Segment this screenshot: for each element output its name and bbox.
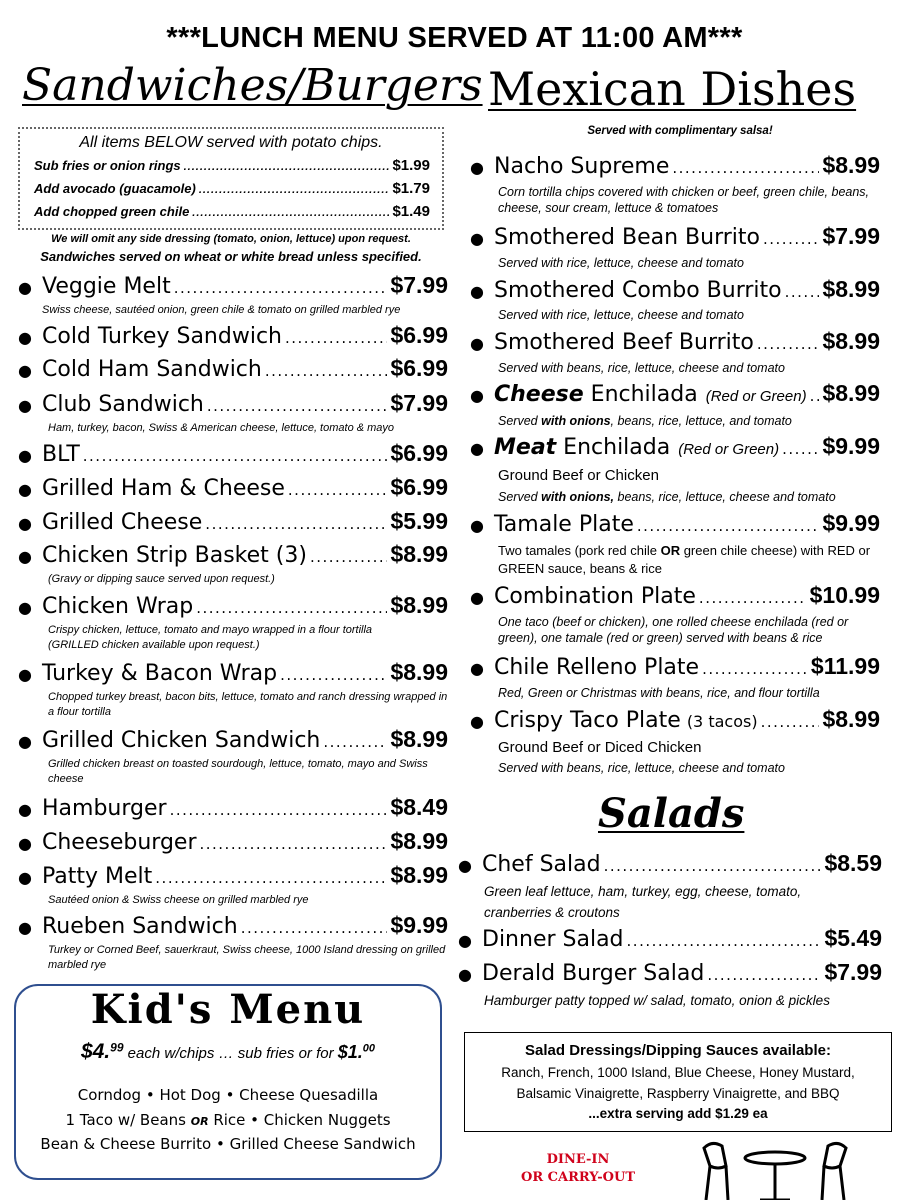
menu-item-cheese-enchilada: ● Cheese Enchilada (Red or Green) ..... $8.99 bbox=[470, 380, 880, 407]
menu-item-cold-ham: ● Cold Ham Sandwich ..... $6.99 bbox=[18, 355, 448, 382]
item-desc: Swiss cheese, sautéed onion, green chile & tomato on grilled marbled rye bbox=[42, 304, 401, 316]
menu-item-combination-plate: ● Combination Plate ..... $10.99 bbox=[470, 582, 880, 609]
dressings-line-2: Balsamic Vinaigrette, Raspberry Vinaigrette, and BBQ bbox=[516, 1086, 840, 1101]
item-sub: Ground Beef or Chicken bbox=[498, 467, 659, 484]
item-desc: Red, Green or Christmas with beans, rice, and flour tortilla bbox=[498, 686, 820, 700]
item-desc: Served with beans, rice, lettuce, cheese and tomato bbox=[498, 361, 785, 375]
item-desc: Hamburger patty topped w/ salad, tomato, onion & pickles bbox=[484, 993, 830, 1008]
menu-item-patty-melt: ● Patty Melt ..... $8.99 bbox=[18, 862, 448, 889]
item-sub: Two tamales (pork red chile OR green chile cheese) with RED or GREEN sauce, beans & rice bbox=[498, 543, 871, 576]
dressings-line-1: Ranch, French, 1000 Island, Blue Cheese, Honey Mustard, bbox=[501, 1065, 855, 1080]
item-desc: Green leaf lettuce, ham, turkey, egg, cheese, tomato, cranberries & croutons bbox=[484, 884, 802, 920]
mexican-subtitle: Served with complimentary salsa! bbox=[587, 125, 773, 137]
mexican-title: Mexican Dishes bbox=[488, 62, 857, 116]
item-desc-note: (GRILLED chicken available upon request.) bbox=[48, 639, 260, 651]
item-desc: Served with rice, lettuce, cheese and tomato bbox=[498, 256, 744, 270]
bread-note: Sandwiches served on wheat or white bread unless specified. bbox=[40, 249, 422, 264]
menu-item-grilled-ham-cheese: ● Grilled Ham & Cheese ..... $6.99 bbox=[18, 474, 448, 501]
sandwiches-title: Sandwiches/Burgers bbox=[22, 60, 483, 111]
menu-item-combo-burrito: ● Smothered Combo Burrito ..... $8.99 bbox=[470, 276, 880, 303]
carry-out-label: OR CARRY-OUT bbox=[521, 1170, 635, 1185]
menu-item-turkey-bacon-wrap: ● Turkey & Bacon Wrap ..... $8.99 bbox=[18, 659, 448, 686]
chips-note-title: All items BELOW served with potato chips. bbox=[79, 134, 383, 151]
item-desc: Turkey or Corned Beef, sauerkraut, Swiss cheese, 1000 Island dressing on grilled marbled rye bbox=[48, 944, 446, 971]
kids-line-1: Corndog • Hot Dog • Cheese Quesadilla bbox=[77, 1086, 379, 1104]
menu-item-chef-salad: ● Chef Salad ..... $8.59 bbox=[458, 850, 882, 877]
item-sub: Ground Beef or Diced Chicken bbox=[498, 739, 702, 756]
addon-row: Add avocado (guacamole) ..... $1.79 bbox=[34, 180, 430, 197]
item-desc: Served with beans, rice, lettuce, cheese and tomato bbox=[498, 761, 785, 775]
item-desc: (Gravy or dipping sauce served upon request.) bbox=[48, 573, 275, 585]
menu-item-cold-turkey: ● Cold Turkey Sandwich ..... $6.99 bbox=[18, 322, 448, 349]
kids-line-3: Bean & Cheese Burrito • Grilled Cheese Sandwich bbox=[40, 1135, 416, 1153]
menu-item-chicken-strip: ● Chicken Strip Basket (3) ..... $8.99 bbox=[18, 541, 448, 568]
kids-menu-title: Kid's Menu bbox=[90, 986, 366, 1033]
omit-note: We will omit any side dressing (tomato, onion, lettuce) upon request. bbox=[51, 233, 411, 245]
menu-item-meat-enchilada: ● Meat Enchilada (Red or Green) ..... $9.99 bbox=[470, 433, 880, 460]
dressings-extra: ...extra serving add $1.29 ea bbox=[588, 1106, 768, 1121]
menu-item-bean-burrito: ● Smothered Bean Burrito ..... $7.99 bbox=[470, 223, 880, 250]
menu-item-blt: ● BLT ..... $6.99 bbox=[18, 440, 448, 467]
lunch-header: ***LUNCH MENU SERVED AT 11:00 AM*** bbox=[166, 22, 743, 54]
menu-item-chile-relleno: ● Chile Relleno Plate ..... $11.99 bbox=[470, 653, 880, 680]
kids-line-2: 1 Taco w/ Beans OR Rice • Chicken Nuggets bbox=[65, 1111, 391, 1129]
addon-row: Add chopped green chile ..... $1.49 bbox=[34, 203, 430, 220]
item-desc: Served with onions, beans, rice, lettuce, and tomato bbox=[498, 414, 792, 428]
menu-item-hamburger: ● Hamburger ..... $8.49 bbox=[18, 794, 448, 821]
menu-item-tamale-plate: ● Tamale Plate ..... $9.99 bbox=[470, 510, 880, 537]
menu-item-beef-burrito: ● Smothered Beef Burrito ..... $8.99 bbox=[470, 328, 880, 355]
menu-item-veggie-melt: ● Veggie Melt ..... $7.99 bbox=[18, 272, 448, 299]
item-desc: Corn tortilla chips covered with chicken or beef, green chile, beans, cheese, sour cream, lettuce & tomatoes bbox=[498, 185, 870, 215]
menu-item-dinner-salad: ● Dinner Salad ..... $5.49 bbox=[458, 925, 882, 952]
item-desc: Crispy chicken, lettuce, tomato and mayo wrapped in a flour tortilla bbox=[48, 624, 373, 636]
menu-item-grilled-chicken: ● Grilled Chicken Sandwich ..... $8.99 bbox=[18, 726, 448, 753]
salads-title: Salads bbox=[598, 790, 745, 837]
menu-item-rueben: ● Rueben Sandwich ..... $9.99 bbox=[18, 912, 448, 939]
menu-item-nacho-supreme: ● Nacho Supreme ..... $8.99 bbox=[470, 152, 880, 179]
menu-item-chicken-wrap: ● Chicken Wrap ..... $8.99 bbox=[18, 592, 448, 619]
addon-row: Sub fries or onion rings ..... $1.99 bbox=[34, 157, 430, 174]
item-desc: Sautéed onion & Swiss cheese on grilled marbled rye bbox=[48, 894, 309, 906]
item-desc: One taco (beef or chicken), one rolled cheese enchilada (red or green), one tamale (red or green) served with beans & rice bbox=[498, 615, 849, 645]
menu-item-club: ● Club Sandwich ..... $7.99 bbox=[18, 390, 448, 417]
menu-item-derald-burger-salad: ● Derald Burger Salad ..... $7.99 bbox=[458, 959, 882, 986]
item-desc: Grilled chicken breast on toasted sourdough, lettuce, tomato, mayo and Swiss cheese bbox=[48, 758, 428, 785]
menu-item-crispy-taco: ● Crispy Taco Plate (3 tacos) ..... $8.99 bbox=[470, 706, 880, 733]
item-desc: Served with rice, lettuce, cheese and tomato bbox=[498, 308, 744, 322]
item-desc: Ham, turkey, bacon, Swiss & American cheese, lettuce, tomato & mayo bbox=[48, 422, 395, 434]
kids-price-line: $4.99 each w/chips … sub fries or for $1.00 bbox=[80, 1040, 376, 1063]
dressings-title: Salad Dressings/Dipping Sauces available: bbox=[525, 1042, 831, 1059]
dine-in-label: DINE-IN bbox=[546, 1152, 610, 1167]
item-desc: Served with onions, beans, rice, lettuce, cheese and tomato bbox=[498, 490, 836, 504]
menu-item-grilled-cheese: ● Grilled Cheese ..... $5.99 bbox=[18, 508, 448, 535]
item-desc: Chopped turkey breast, bacon bits, lettuce, tomato and ranch dressing wrapped in a flour tortilla bbox=[48, 691, 448, 718]
cafe-table-icon bbox=[700, 1136, 850, 1200]
menu-item-cheeseburger: ● Cheeseburger ..... $8.99 bbox=[18, 828, 448, 855]
